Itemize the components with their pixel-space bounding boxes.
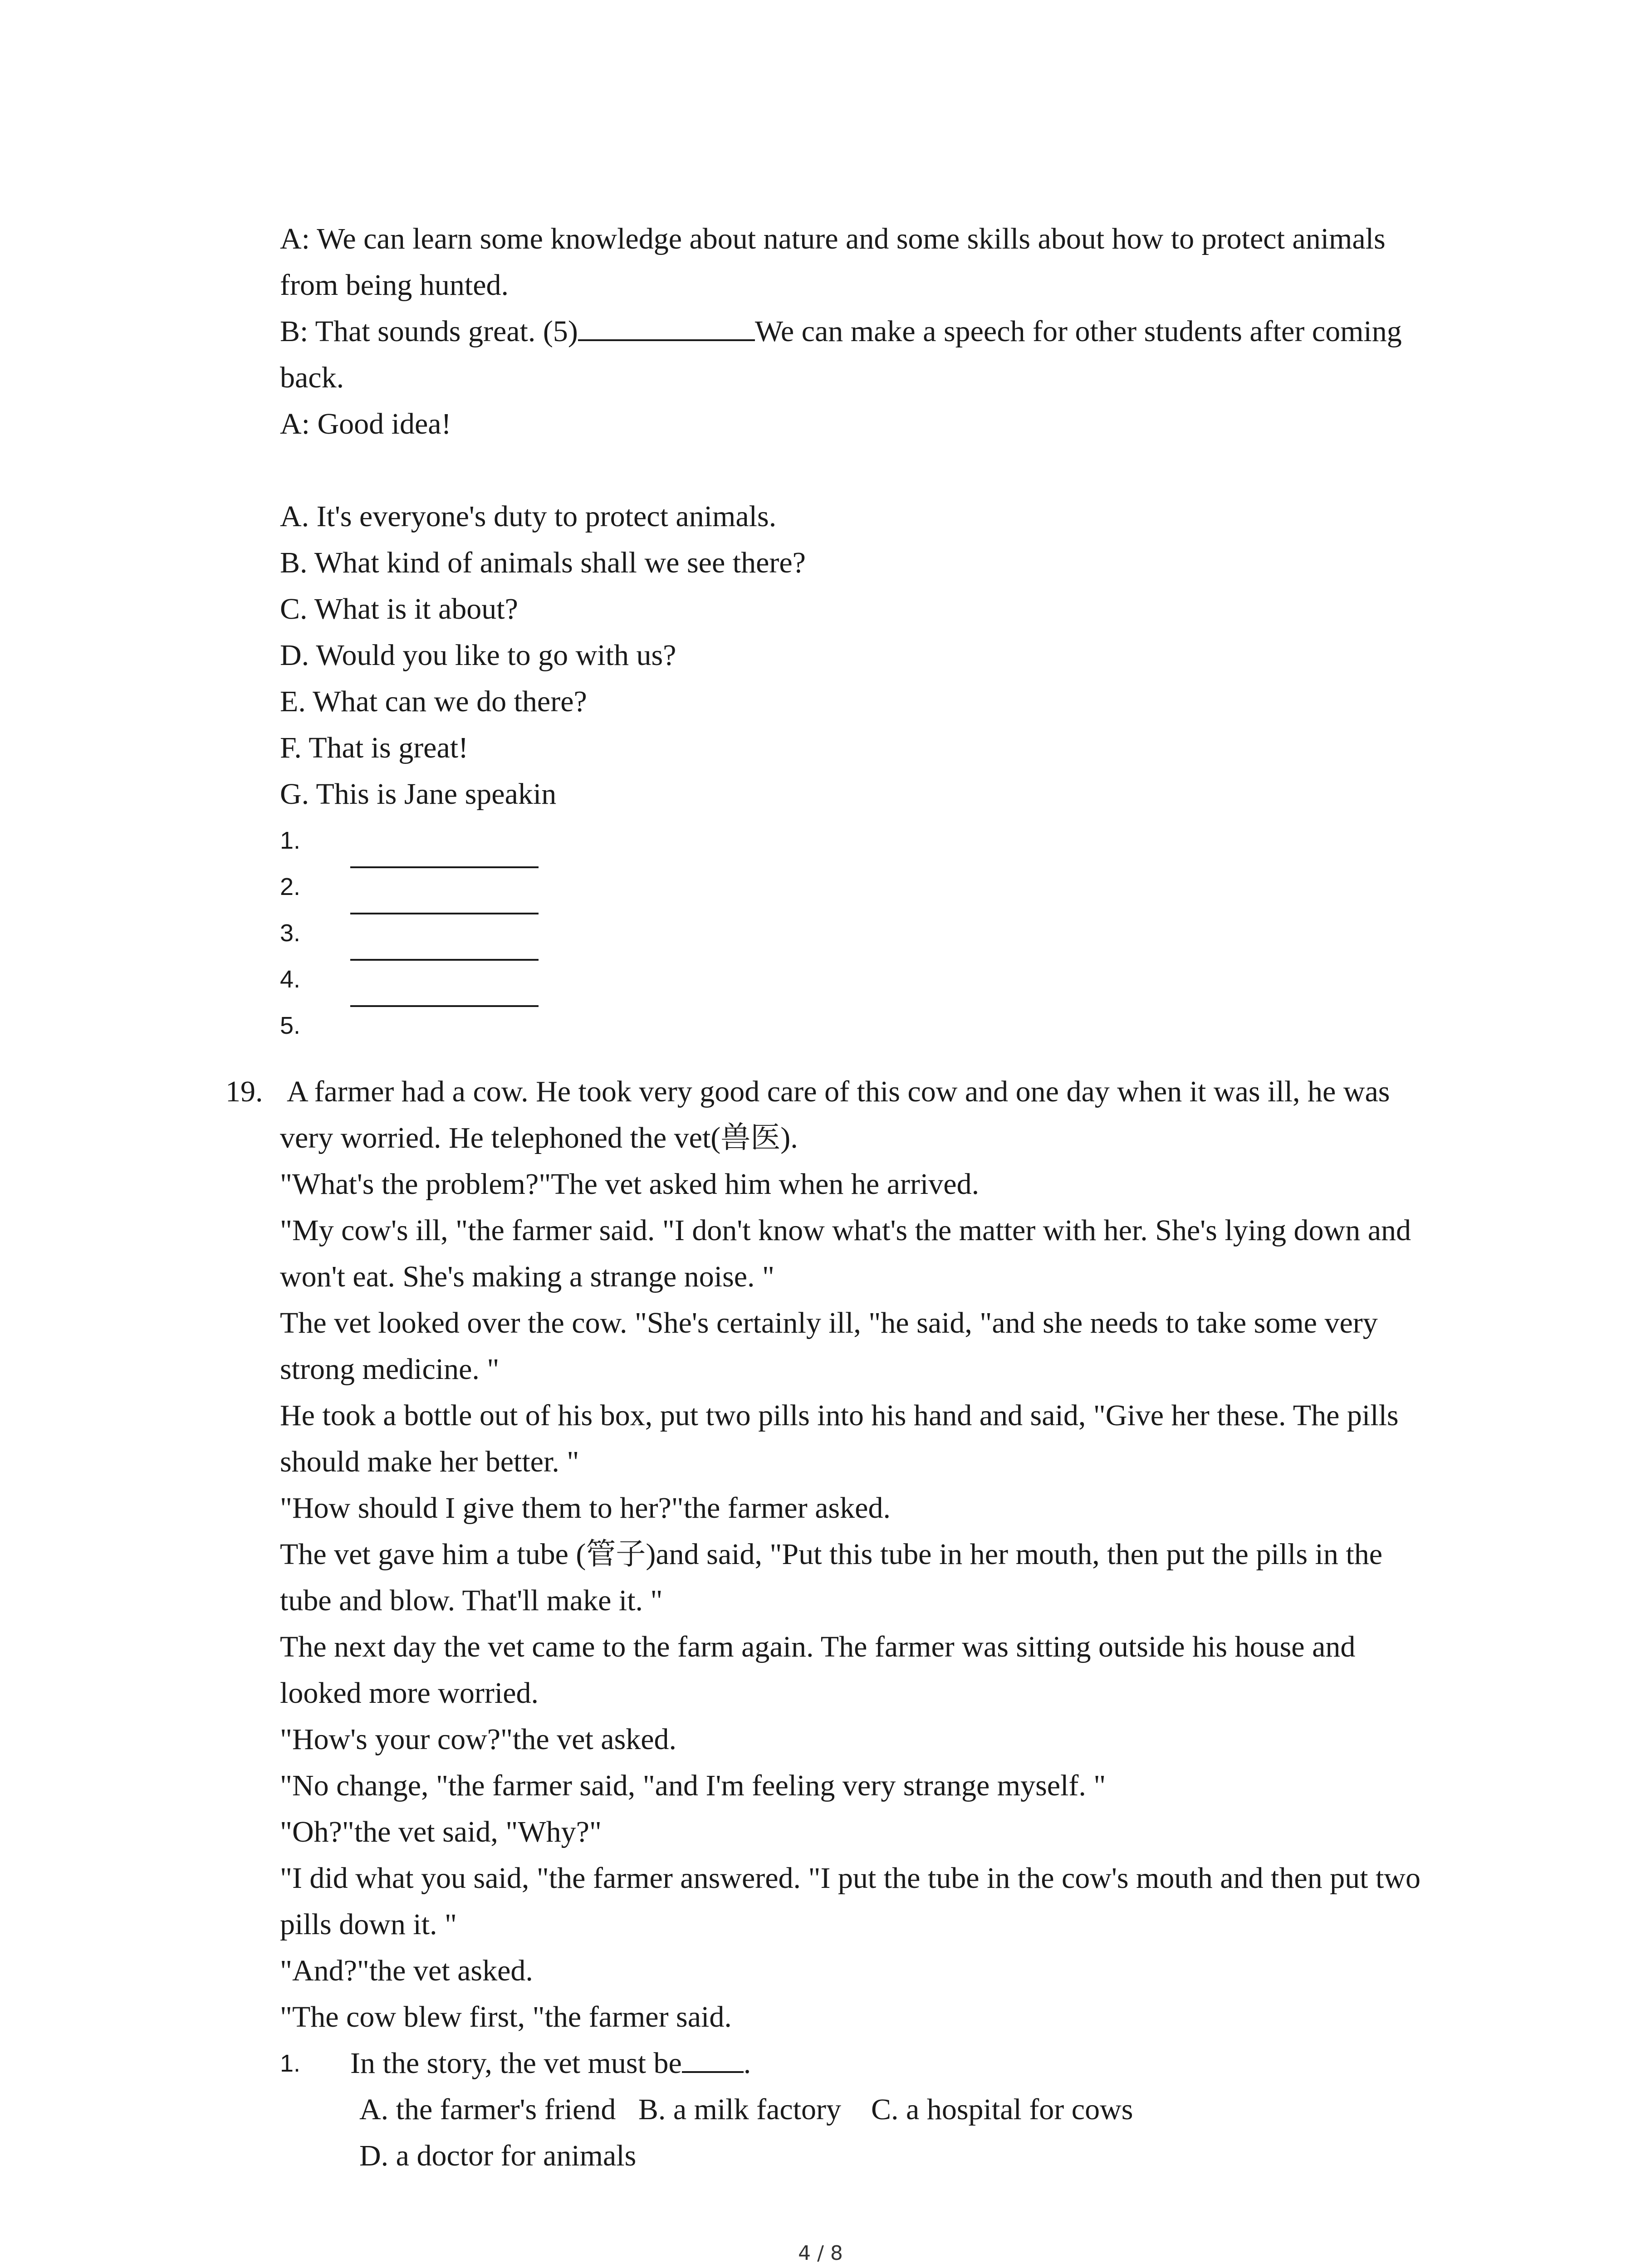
passage-line-3: "What's the problem?"The vet asked him when he arrived. [280, 1168, 980, 1201]
answer-line-2[interactable] [350, 913, 539, 914]
passage-line-11: The vet gave him a tube (管子)and said, "Put this tube in her mouth, then put the pills in the [280, 1538, 1383, 1571]
answer-number-1: 1. [280, 827, 301, 854]
dialogue-line-a1-cont: from being hunted. [280, 269, 509, 302]
answer-number-3: 3. [280, 919, 301, 947]
passage-line-17: "Oh?"the vet said, "Why?" [280, 1815, 602, 1848]
passage-line-9: should make her better. " [280, 1445, 579, 1478]
passage-line-21: "The cow blew first, "the farmer said. [280, 2000, 732, 2033]
dialogue-line-b1-cont: back. [280, 361, 344, 394]
passage-line-1: A farmer had a cow. He took very good care of this cow and one day when it was ill, he was [287, 1075, 1390, 1108]
passage-line-20: "And?"the vet asked. [280, 1954, 533, 1987]
passage-line-12: tube and blow. That'll make it. " [280, 1584, 663, 1617]
option-a: A. It's everyone's duty to protect animals. [280, 500, 777, 533]
answer-line-4[interactable] [350, 1005, 539, 1007]
subquestion-stem-prefix: In the story, the vet must be [350, 2047, 682, 2080]
option-f: F. That is great! [280, 731, 469, 764]
passage-line-6: The vet looked over the cow. "She's certainly ill, "he said, "and she needs to take some very [280, 1306, 1378, 1339]
passage-line-16: "No change, "the farmer said, "and I'm feeling very strange myself. " [280, 1769, 1106, 1802]
answer-line-1[interactable] [350, 866, 539, 868]
option-c: C. What is it about? [280, 592, 518, 626]
dialogue-b1-suffix: We can make a speech for other students after coming [754, 315, 1402, 348]
passage-line-15: "How's your cow?"the vet asked. [280, 1723, 677, 1756]
dialogue-line-a2: A: Good idea! [280, 407, 451, 440]
passage-line-18: "I did what you said, "the farmer answered. "I put the tube in the cow's mouth and then put two [280, 1862, 1421, 1895]
subquestion-stem-suffix: . [743, 2047, 751, 2080]
answer-blank-5[interactable] [578, 309, 755, 341]
option-b: B. What kind of animals shall we see there? [280, 546, 806, 579]
subquestion-blank-1[interactable] [682, 2044, 744, 2073]
passage-line-19: pills down it. " [280, 1908, 457, 1941]
passage-line-8: He took a bottle out of his box, put two pills into his hand and said, "Give her these. The pills [280, 1399, 1399, 1432]
subquestion-options-line-1: A. the farmer's friend B. a milk factory C. a hospital for cows [359, 2093, 1133, 2126]
dialogue-line-b1 [280, 308, 1402, 355]
answer-line-3[interactable] [350, 959, 539, 961]
dialogue-line-a1: A: We can learn some knowledge about nature and some skills about how to protect animals [280, 222, 1386, 255]
passage-line-14: looked more worried. [280, 1677, 539, 1710]
answer-number-5: 5. [280, 1012, 301, 1039]
passage-line-2: very worried. He telephoned the vet(兽医). [280, 1121, 798, 1154]
passage-line-13: The next day the vet came to the farm again. The farmer was sitting outside his house and [280, 1630, 1356, 1663]
subquestion-stem-1 [350, 2040, 751, 2087]
subquestion-options-line-2: D. a doctor for animals [359, 2139, 637, 2172]
option-g: G. This is Jane speakin [280, 777, 557, 811]
passage-line-4: "My cow's ill, "the farmer said. "I don't know what's the matter with her. She's lying down and [280, 1214, 1411, 1247]
answer-number-2: 2. [280, 873, 301, 900]
passage-line-5: won't eat. She's making a strange noise. " [280, 1260, 774, 1293]
option-e: E. What can we do there? [280, 685, 587, 718]
option-d: D. Would you like to go with us? [280, 639, 676, 672]
passage-line-10: "How should I give them to her?"the farmer asked. [280, 1491, 891, 1525]
subquestion-number-1: 1. [280, 2050, 301, 2077]
dialogue-b1-prefix: B: That sounds great. (5) [280, 315, 578, 348]
passage-line-7: strong medicine. " [280, 1353, 500, 1386]
page-number: 4 / 8 [798, 2242, 843, 2265]
answer-number-4: 4. [280, 966, 301, 993]
question-number-19: 19. [225, 1075, 263, 1108]
